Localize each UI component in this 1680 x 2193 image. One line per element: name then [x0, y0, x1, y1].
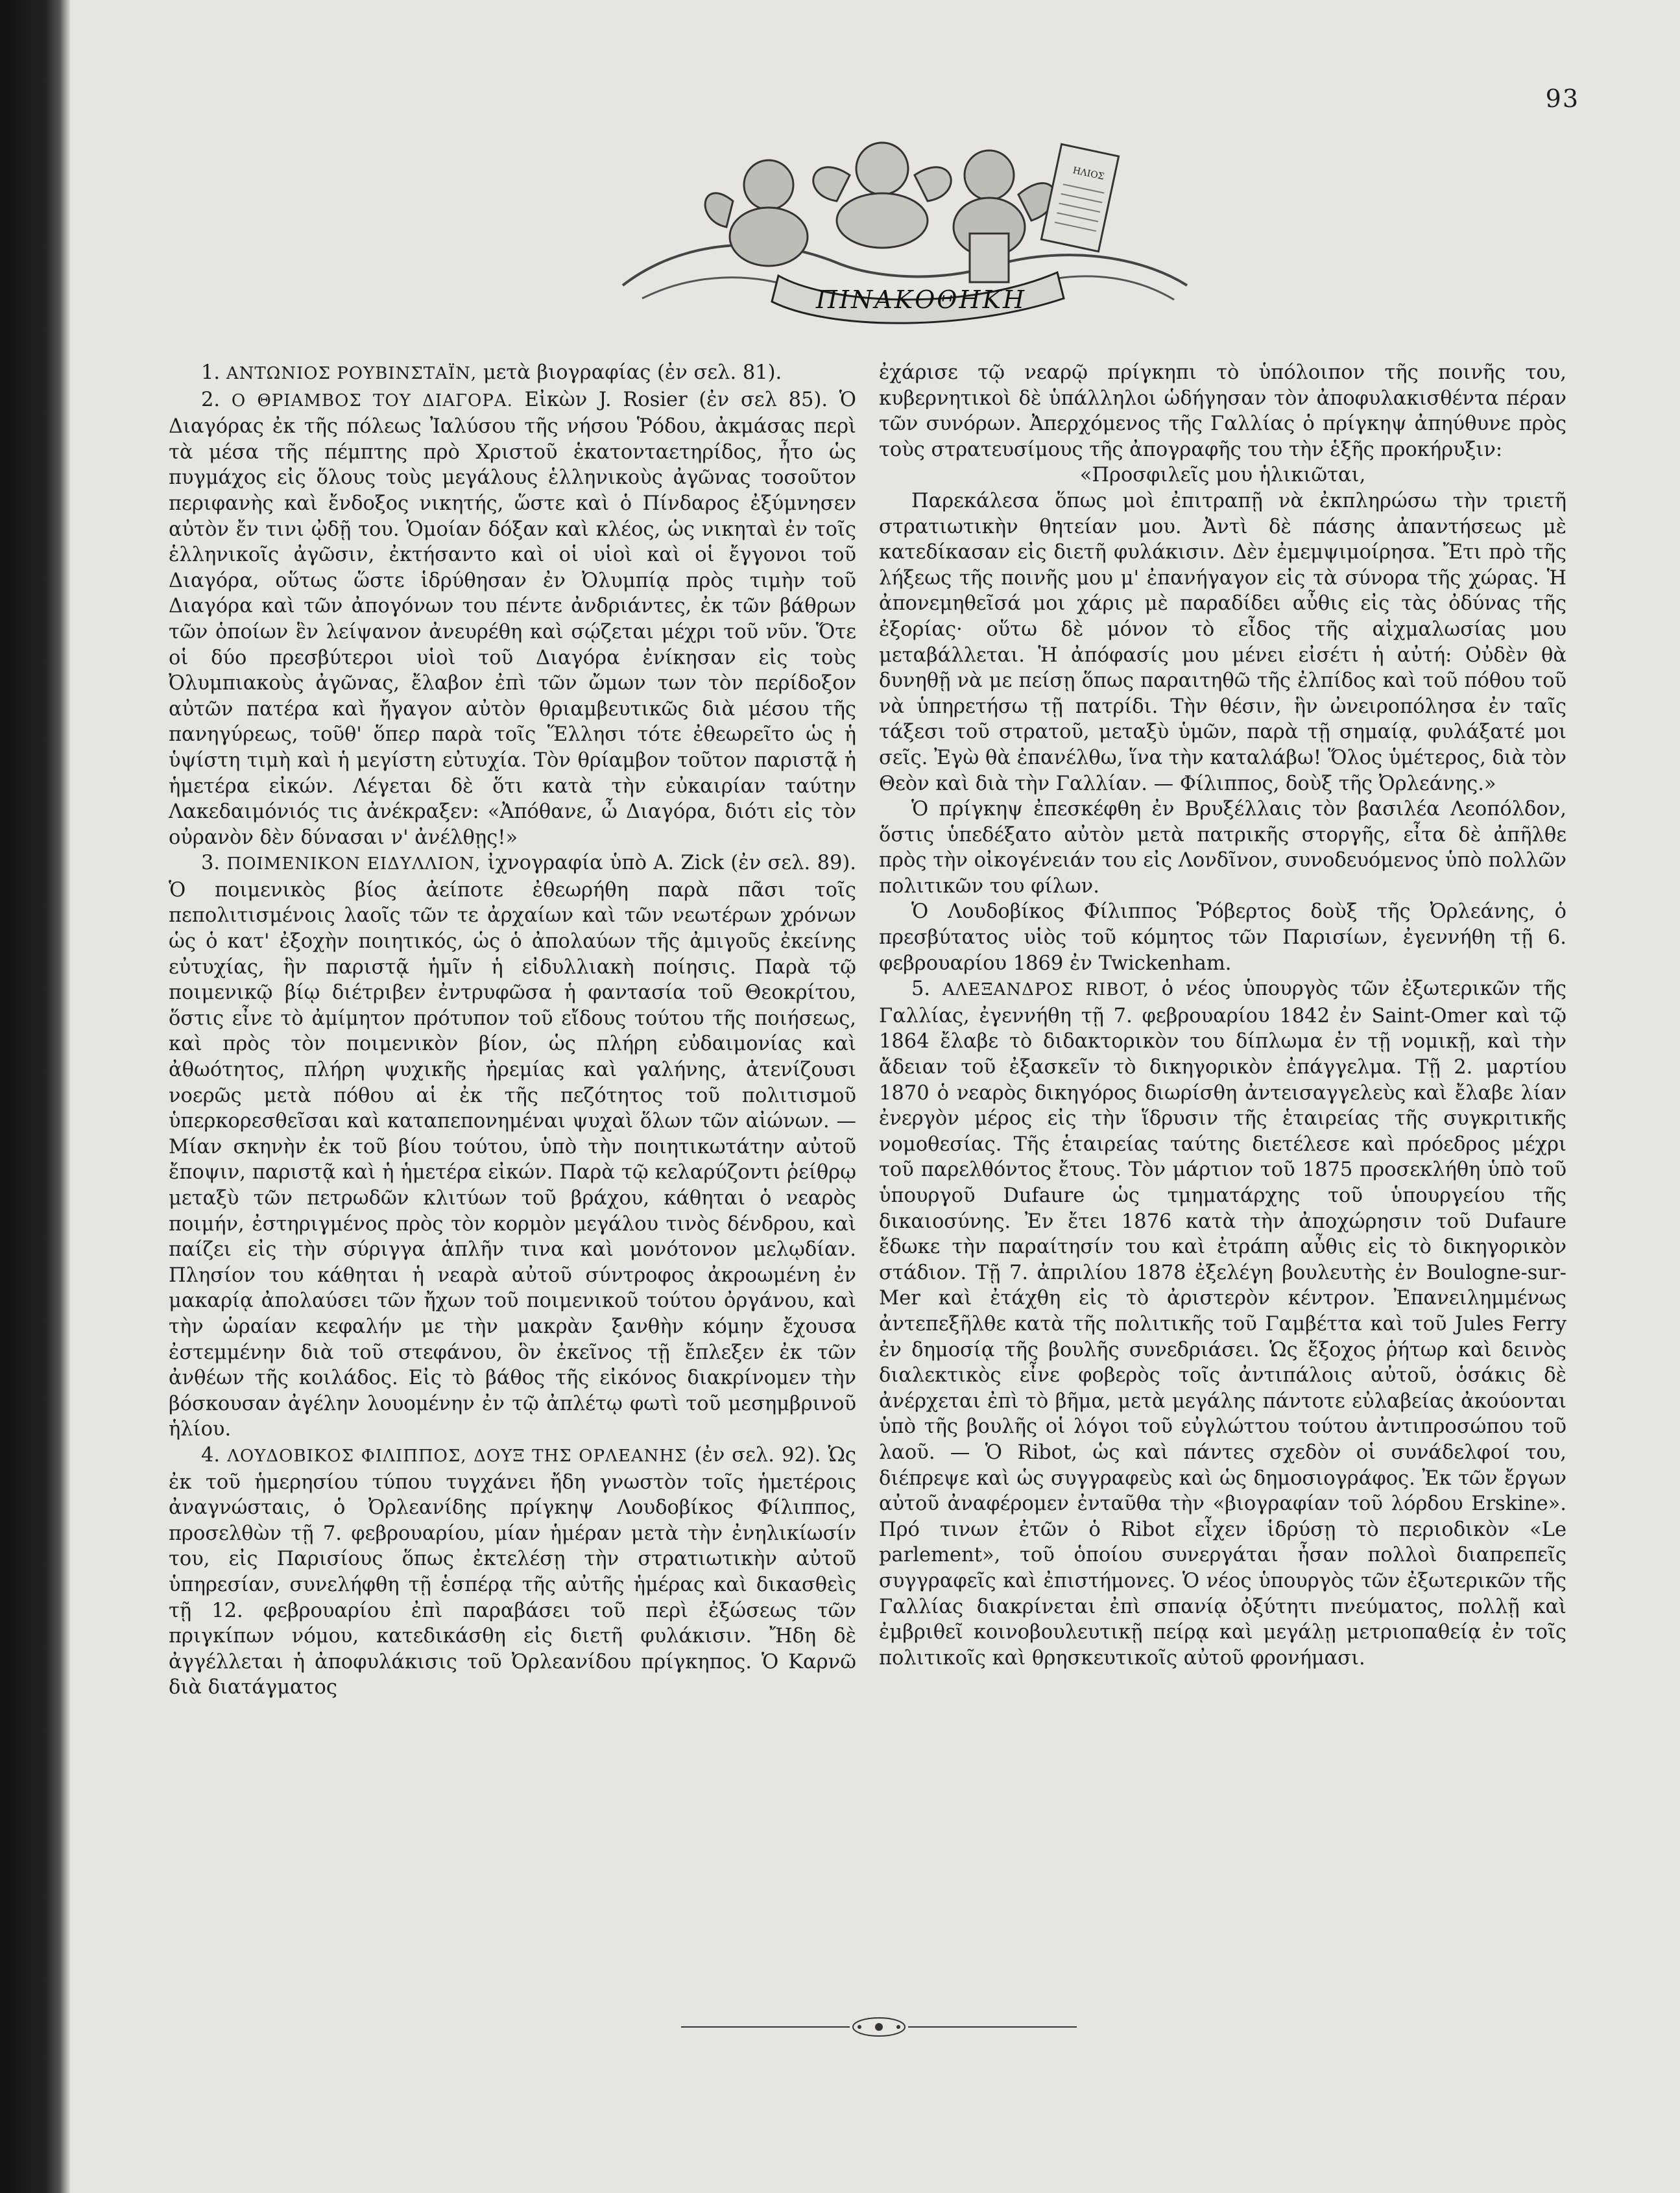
pedestal: [970, 234, 1009, 282]
entry-2-title: Ο ΘΡΙΑΜΒΟΣ ΤΟΥ ΔΙΑΓΟΡΑ.: [231, 390, 513, 411]
entry-4: 4. ΛΟΥΔΟΒΙΚΟΣ ΦΙΛΙΠΠΟΣ, ΔΟΥΞ ΤΗΣ ΟΡΛΕΑΝΗΣ (ἐν σελ. 92). Ὡς ἐκ τοῦ ἡμερησίου τύπου τυγχάνει ἤδη γνωστὸν τοῖς ἡμετέροις ἀναγνώσταις, ὁ Ὀρλεανίδης πρίγκηψ Λουδοβίκος Φίλιππος, προσελθὼν τῇ 7. φεβρουαρίου, μίαν ἡμέραν μετὰ τὴν ἐνηλικίωσίν του, εἰς Παρισίους ὅπως ἐκτελέσῃ τὴν στρατιωτικὴν αὐτοῦ ὑπηρεσίαν, συνελήφθη τῇ ἑσπέρᾳ τῆς αὐτῆς ἡμέρας καὶ δικασθεὶς τῇ 12. φεβρουαρίου ἐπὶ παραβάσει τοῦ περὶ ἐξώσεως τῶν πριγκίπων νόμου, κατεδικάσθη εἰς διετῆ φυλάκισιν. Ἤδη δὲ ἀγγέλλεται ἡ ἀποφυλάκισις τοῦ Ὀρλεανίδου πρίγκηπος. Ὁ Καρνῶ διὰ διατάγματος: [169, 1443, 856, 1699]
entry-1-title: ΑΝΤΩΝΙΟΣ ΡΟΥΒΙΝΣΤΑΪΝ,: [226, 364, 477, 383]
entry-5-title: ΑΛΕΞΑΝΔΡΟΣ RIBOT,: [942, 980, 1149, 1000]
vignette-title: ΠΙΝΑΚΟΘΗΚΗ: [815, 285, 1027, 314]
sign-title: ΗΛΙΟΣ: [1072, 165, 1105, 182]
proclamation-salutation: «Προσφιλεῖς μου ἡλικιῶται,: [1079, 464, 1366, 487]
proclamation-text: Παρεκάλεσα ὅπως μοὶ ἐπιτραπῇ νὰ ἐκπληρώσω τὴν τριετῆ στρατιωτικὴν θητείαν μου. Ἀντὶ δὲ πάσης ἀπαντήσεως μὲ κατεδίκασαν εἰς διετῆ φυλάκισιν. Δὲν ἐμεμψιμοίρησα. Ἔτι πρὸ τῆς λήξεως τῆς ποινῆς μου μ' ἐπανήγαγον εἰς τὰ σύνορα τῆς χώρας. Ἡ ἀπονεμηθεῖσά μοι χάρις μὲ παραδίδει αὖθις εἰς τὰς ὀδύνας τῆς ἐξορίας· οὕτω δὲ μόνον τὸ εἶδος τῆς αἰχμαλωσίας μου μεταβάλλεται. Ἡ ἀπόφασίς μου μένει εἰσέτι ἡ αὐτή: Οὐδὲν θὰ δυνηθῇ νὰ με πείσῃ ὅπως παραιτηθῶ τῆς ἐλπίδος καὶ τοῦ πόθου τοῦ νὰ ὑπηρετήσω τῇ πατρίδι. Τὴν θέσιν, ἣν ὠνειροπόλησα ἐν ταῖς τάξεσι τοῦ στρατοῦ, μεταξὺ ὑμῶν, παρὰ τῇ σημαίᾳ, φυλάξατέ μοι σεῖς. Ἐγὼ θὰ ἐπανέλθω, ἵνα τὴν καταλάβω! Ὅλος ὑμέτερος, διὰ τὸν Θεὸν καὶ διὰ τὴν Γαλλίαν. — Φίλιππος, δοὺξ τῆς Ὀρλεάνης.»: [879, 489, 1566, 795]
sign-board: [1041, 144, 1118, 251]
pinakotheke-vignette: [603, 123, 1206, 357]
entry-2: 2. Ο ΘΡΙΑΜΒΟΣ ΤΟΥ ΔΙΑΓΟΡΑ. Εἰκὼν J. Rosier (ἐν σελ 85). Ὁ Διαγόρας ἐκ τῆς πόλεως Ἰαλύσου τῆς νήσου Ῥόδου, ἀκμάσας περὶ τὰ μέσα τῆς πέμπτης πρὸ Χριστοῦ ἑκατονταετηρίδος, ἦτο ὡς πυγμάχος εἰς ὅλους τοὺς μεγάλους ἑλληνικοὺς ἀγῶνας τοσοῦτον περιφανὴς καὶ ἔνδοξος νικητής, ὥστε καὶ ὁ Πίνδαρος ἐξύμνησεν αὐτὸν ἔν τινι ᾠδῇ του. Ὁμοίαν δόξαν καὶ κλέος, ὡς νικηταὶ ἐν τοῖς ἑλληνικοῖς ἀγῶσιν, ἐκτήσαντο καὶ οἱ υἱοὶ καὶ οἱ ἔγγονοι τοῦ Διαγόρα, οὕτως ὥστε ἱδρύθησαν ἐν Ὀλυμπίᾳ πρὸς τιμὴν τοῦ Διαγόρα καὶ τῶν ἀπογόνων του πέντε ἀνδριάντες, ἐκ τῶν βάθρων τῶν ὁποίων ἓν λείψανον ἀνευρέθη καὶ σῴζεται μέχρι τοῦ νῦν. Ὅτε οἱ δύο πρεσβύτεροι υἱοὶ τοῦ Διαγόρα ἐνίκησαν εἰς τοὺς Ὀλυμπιακοὺς ἀγῶνας, ἔλαβον ἐπὶ τῶν ὤμων των τὸν περίδοξον αὐτῶν πατέρα καὶ ἤγαγον αὐτὸν θριαμβευτικῶς διὰ μέσου τῆς πανηγύρεως, τοῦθ' ὅπερ παρὰ τοῖς Ἕλλησι τότε ἐθεωρεῖτο ὡς ἡ ὑψίστη τιμὴ καὶ ἡ μεγίστη εὐτυχία. Τὸν θρίαμβον τοῦτον παριστᾷ ἡ ἡμετέρα εἰκών. Λέγεται δὲ ὅτι κατὰ τὴν εὐκαιρίαν ταύτην Λακεδαιμόνιός τις ἀνέκραξεν: «Ἀπόθανε, ὦ Διαγόρα, διότι εἰς τὸν οὐρανὸν δὲν δύνασαι ν' ἀνέλθῃς!»: [169, 388, 856, 849]
ornamental-divider: [681, 2014, 1077, 2040]
entry-3: 3. ΠΟΙΜΕΝΙΚΟΝ ΕΙΔΥΛΛΙΟΝ, ἰχνογραφία ὑπὸ A. Zick (ἐν σελ. 89). Ὁ ποιμενικὸς βίος ἀείποτε ἐθεωρήθη παρὰ πᾶσι τοῖς πεπολιτισμένοις λαοῖς τῶν τε ἀρχαίων καὶ τῶν νεωτέρων χρόνων ὡς ὁ κατ' ἐξοχὴν ποιητικός, ὡς ὁ ἀπολαύων τῆς ἀμιγοῦς ἐκείνης εὐτυχίας, ἣν παριστᾷ ἡμῖν ἡ εἰδυλλιακὴ ποίησις. Παρὰ τῷ ποιμενικῷ βίῳ διέτριβεν ἐντρυφῶσα ἡ φαντασία τοῦ Θεοκρίτου, ὅστις εἶνε τὸ ἀμίμητον πρότυπον τοῦ εἴδους τούτου τῆς ποιήσεως, καὶ πρὸς τὸν ποιμενικὸν βίον, ὡς πλήρη εὐδαιμονίας καὶ ἀθωότητος, πλήρη ψυχικῆς ἠρεμίας καὶ γαλήνης, ἀτενίζουσι νοερῶς μετὰ πόθου αἱ ἐκ τῆς πεζότητος τοῦ πολιτισμοῦ ὑπερκορεσθεῖσαι καὶ καταπεπονημέναι ψυχαὶ ὅλων τῶν αἰώνων. — Μίαν σκηνὴν ἐκ τοῦ βίου τούτου, ὑπὸ τὴν ποιητικωτάτην αὐτοῦ ἔποψιν, παριστᾷ καὶ ἡ ἡμετέρα εἰκών. Παρὰ τῷ κελαρύζοντι ῥείθρῳ μεταξὺ τῶν πετρωδῶν κλιτύων τοῦ βράχου, κάθηται ὁ νεαρὸς ποιμήν, ἐστηριγμένος πρὸς τὸν κορμὸν μεγάλου τινὸς δένδρου, καὶ παίζει εἰς τὴν σύριγγα ἁπλῆν τινα καὶ μονότονον μελῳδίαν. Πλησίον του κάθηται ἡ νεαρὰ αὐτοῦ σύντροφος ἀκροωμένη ἐν μακαρίᾳ ἀπολαύσει τῶν ἤχων τοῦ ποιμενικοῦ τούτου ὀργάνου, καὶ τὴν ὡραίαν κεφαλήν με τὴν μακρὰν ξανθὴν κόμην ἔχουσα ἐστεμμένην διὰ τοῦ στεφάνου, ὃν ἐκεῖνος τῇ ἔπλεξεν ἐκ τῶν ἀνθέων τῆς κοιλάδος. Εἰς τὸ βάθος τῆς εἰκόνος διακρίνομεν τὴν βόσκουσαν ἀγέλην λουομένην ἐν τῷ ἀπλέτῳ φωτὶ τοῦ μεσημβρινοῦ ἡλίου.: [169, 852, 857, 1441]
cherub-center: [813, 143, 951, 248]
left-column: [169, 360, 856, 1701]
entry-4-paragraph-3: Ὁ Λουδοβίκος Φίλιππος Ῥόβερτος δοὺξ τῆς Ὀρλεάνης, ὁ πρεσβύτατος υἱὸς τοῦ κόμητος τῶν Παρισίων, ἐγεννήθη τῇ 6. φεβρουαρίου 1869 ἐν Twickenham.: [879, 900, 1566, 975]
entry-3-title: ΠΟΙΜΕΝΙΚΟΝ ΕΙΔΥΛΛΙΟΝ,: [226, 854, 481, 874]
cherub-left: [705, 160, 808, 266]
entry-4-paragraph-2: Ὁ πρίγκηψ ἐπεσκέφθη ἐν Βρυξέλλαις τὸν βασιλέα Λεοπόλδον, ὅστις ὑπεδέξατο αὐτὸν μετὰ πατρικῆς στοργῆς, εἶτα δὲ ἀπῆλθε πρὸς τὴν οἰκογένειάν του εἰς Λονδῖνον, συνοδευόμενος ὑπὸ πολλῶν πολιτικῶν του φίλων.: [879, 798, 1566, 898]
entry-5: 5. ΑΛΕΞΑΝΔΡΟΣ RIBOT, ὁ νέος ὑπουργὸς τῶν ἐξωτερικῶν τῆς Γαλλίας, ἐγεννήθη τῇ 7. φεβρουαρίου 1842 ἐν Saint-Omer καὶ τῷ 1864 ἔλαβε τὸ διδακτορικὸν του δίπλωμα ἐν τῇ νομικῇ, καὶ τὴν ἄδειαν τοῦ ἐξασκεῖν τὸ δικηγορικὸν ἐπάγγελμα. Τῇ 2. μαρτίου 1870 ὁ νεαρὸς δικηγόρος διωρίσθη ἀντεισαγγελεὺς καὶ ἔλαβε λίαν ἐνεργὸν μέρος εἰς τὴν ἵδρυσιν τῆς ἑταιρείας τῆς συγκριτικῆς νομοθεσίας. Τῆς ἑταιρείας ταύτης διετέλεσε καὶ πρόεδρος μέχρι τοῦ παρελθόντος ἔτους. Τὸν μάρτιον τοῦ 1875 προσεκλήθη ὑπὸ τοῦ ὑπουργοῦ Dufaure ὡς τμηματάρχης τοῦ ὑπουργείου τῆς δικαιοσύνης. Ἐν ἔτει 1876 κατὰ τὴν ἀποχώρησιν τοῦ Dufaure ἔδωκε τὴν παραίτησίν του καὶ ἐτράπη αὖθις εἰς τὸ δικηγορικὸν στάδιον. Τῇ 7. ἀπριλίου 1878 ἐξελέγη βουλευτὴς ἐν Boulogne-sur-Mer καὶ ἐτάχθη εἰς τὸ ἀριστερὸν κέντρον. Ἐπανειλημμένως ἀντεπεξῆλθε κατὰ τῆς πολιτικῆς τοῦ Γαμβέττα καὶ τοῦ Jules Ferry ἐν δημοσίᾳ τῆς βουλῆς συνεδριάσει. Ὡς ἔξοχος ῥήτωρ καὶ δεινὸς διαλεκτικὸς εἶνε φοβερὸς τοῖς ἀντιπάλοις αὐτοῦ, ὁσάκις δὲ ἀνέρχεται ἐπὶ τὸ βῆμα, μετὰ μεγάλης πάντοτε εὐλαβείας ἀκούονται ὑπὸ τῆς βουλῆς οἱ λόγοι τοῦ εὐγλώττου τούτου ἀντιπροσώπου τοῦ λαοῦ. — Ὁ Ribot, ὡς καὶ πάντες σχεδὸν οἱ συνάδελφοί του, διέπρεψε καὶ ὡς συγγραφεὺς καὶ ὡς δημοσιογράφος. Ἐκ τῶν ἔργων αὐτοῦ ἀναφέρομεν ἐνταῦθα τὴν «βιογραφίαν τοῦ λόρδου Erskine». Πρό τινων ἐτῶν ὁ Ribot εἶχεν ἱδρύσῃ τὸ περιοδικὸν «Le parlement», τοῦ ὁποίου συνεργάται ἦσαν πολλοὶ διαπρεπεῖς συγγραφεῖς καὶ ἐπιστήμονες. Ὁ νέος ὑπουργὸς τῶν ἐξωτερικῶν τῆς Γαλλίας διακρίνεται ἐπὶ σπανίᾳ ὀξύτητι πνεύματος, πολλῇ καὶ ἐμβριθεῖ κοινοβουλευτικῇ πείρᾳ καὶ μεγάλῃ μετριοπαθείᾳ ἐν τοῖς πολιτικοῖς καὶ θρησκευτικοῖς αὐτοῦ φρονήμασι.: [879, 977, 1566, 1670]
page-number: 93: [1545, 84, 1579, 113]
right-column: [879, 360, 1566, 1671]
entry-4-title: ΛΟΥΔΟΒΙΚΟΣ ΦΙΛΙΠΠΟΣ, ΔΟΥΞ ΤΗΣ ΟΡΛΕΑΝΗΣ: [227, 1446, 688, 1466]
book-binding-shadow: [0, 0, 70, 2193]
entry-1: 1. ΑΝΤΩΝΙΟΣ ΡΟΥΒΙΝΣΤΑΪΝ, μετὰ βιογραφίας (ἐν σελ. 81).: [201, 361, 782, 384]
entry-4-continued: ἐχάρισε τῷ νεαρῷ πρίγκηπι τὸ ὑπόλοιπον τῆς ποινῆς του, κυβερνητικοὶ δὲ ὑπάλληλοι ὡδήγησαν τὸν ἀποφυλακισθέντα πέραν τῶν συνόρων. Ἀπερχόμενος τῆς Γαλλίας ὁ πρίγκηψ ἀπηύθυνε πρὸς τοὺς στρατευσίμους τῆς ἀπογραφῆς του τὴν ἑξῆς προκήρυξιν:: [879, 361, 1566, 461]
